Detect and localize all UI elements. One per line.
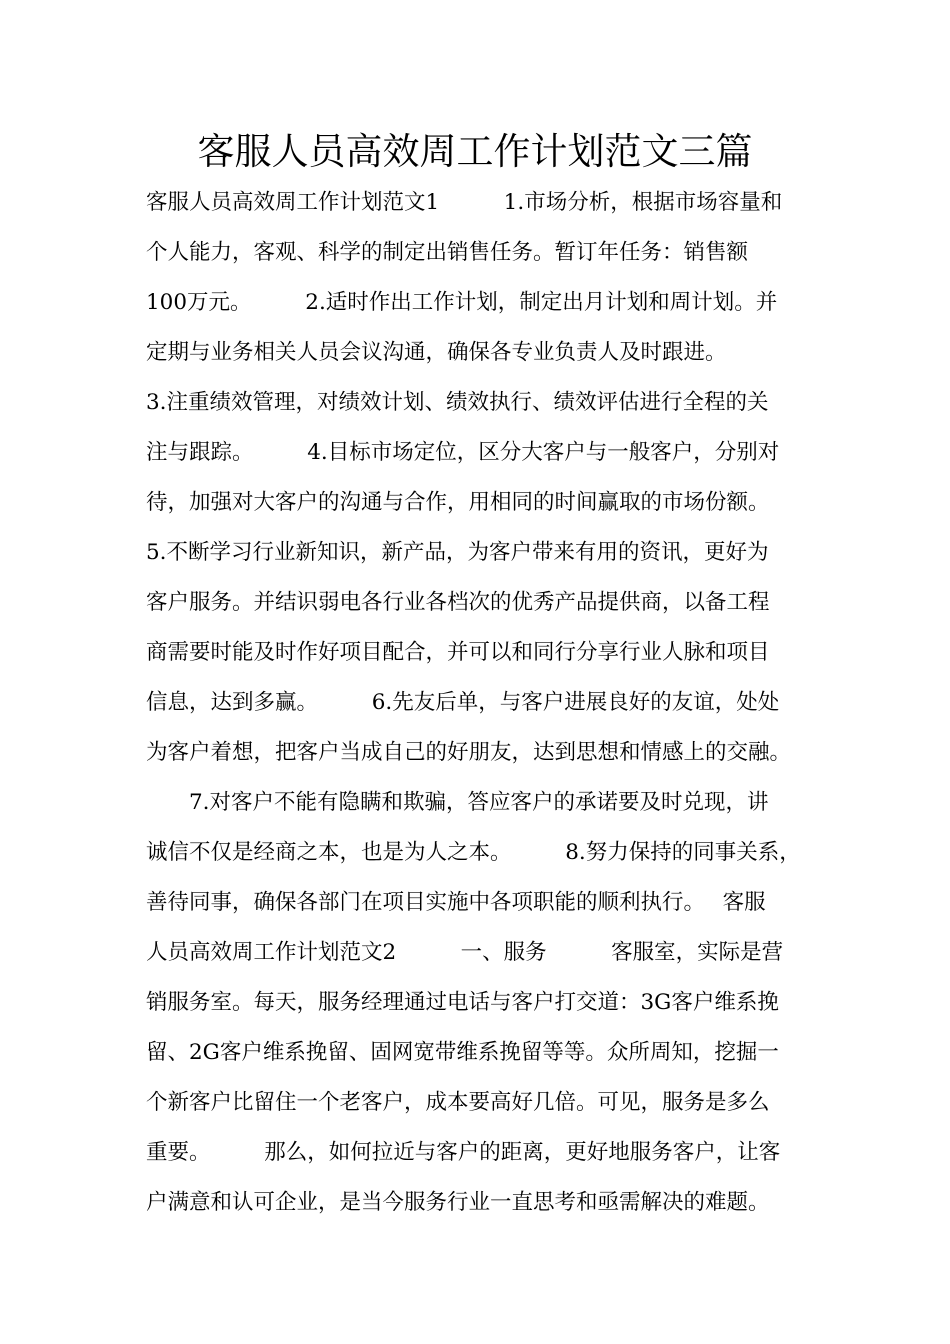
body-line: 个人能力，客观、科学的制定出销售任务。暂订年任务：销售额: [146, 240, 749, 265]
body-line: 善待同事，确保各部门在项目实施中各项职能的顺利执行。 客服: [146, 890, 766, 915]
body-line: 销服务室。每天，服务经理通过电话与客户打交道：3G客户维系挽: [146, 990, 779, 1015]
body-line: 100万元。 2.适时作出工作计划，制定出月计划和周计划。并: [146, 290, 778, 315]
body-line: 人员高效周工作计划范文2 一、服务 客服室，实际是营: [146, 940, 784, 965]
body-line: 注与跟踪。 4.目标市场定位，区分大客户与一般客户，分别对: [146, 440, 780, 465]
body-line: 定期与业务相关人员会议沟通，确保各专业负责人及时跟进。: [146, 340, 727, 365]
document-title: 客服人员高效周工作计划范文三篇: [197, 130, 753, 173]
body-line: 待，加强对大客户的沟通与合作，用相同的时间赢取的市场份额。: [146, 490, 770, 515]
body-line: 3.注重绩效管理，对绩效计划、绩效执行、绩效评估进行全程的关: [146, 390, 769, 415]
body-line: 客户服务。并结识弱电各行业各档次的优秀产品提供商，以备工程: [146, 590, 770, 615]
body-line: 客服人员高效周工作计划范文1 1.市场分析，根据市场容量和: [146, 190, 783, 215]
body-line: 信息，达到多赢。 6.先友后单，与客户进展良好的友谊，处处: [146, 690, 780, 715]
body-line: 留、2G客户维系挽留、固网宽带维系挽留等等。众所周知，挖掘一: [146, 1040, 779, 1065]
body-line: 7.对客户不能有隐瞒和欺骗，答应客户的承诺要及时兑现，讲: [146, 790, 769, 815]
body-line: 重要。 那么，如何拉近与客户的距离，更好地服务客户，让客: [146, 1140, 781, 1165]
body-line: 商需要时能及时作好项目配合，并可以和同行分享行业人脉和项目: [146, 640, 770, 665]
body-line: 个新客户比留住一个老客户，成本要高好几倍。可见，服务是多么: [146, 1090, 770, 1115]
body-line: 5.不断学习行业新知识，新产品，为客户带来有用的资讯，更好为: [146, 540, 769, 565]
body-line: 户满意和认可企业，是当今服务行业一直思考和亟需解决的难题。: [146, 1190, 770, 1215]
body-line: 为客户着想，把客户当成自己的好朋友，达到思想和情感上的交融。: [146, 740, 792, 765]
body-line: 诚信不仅是经商之本，也是为人之本。 8.努力保持的同事关系，: [146, 840, 801, 865]
document-body: [146, 178, 826, 1228]
